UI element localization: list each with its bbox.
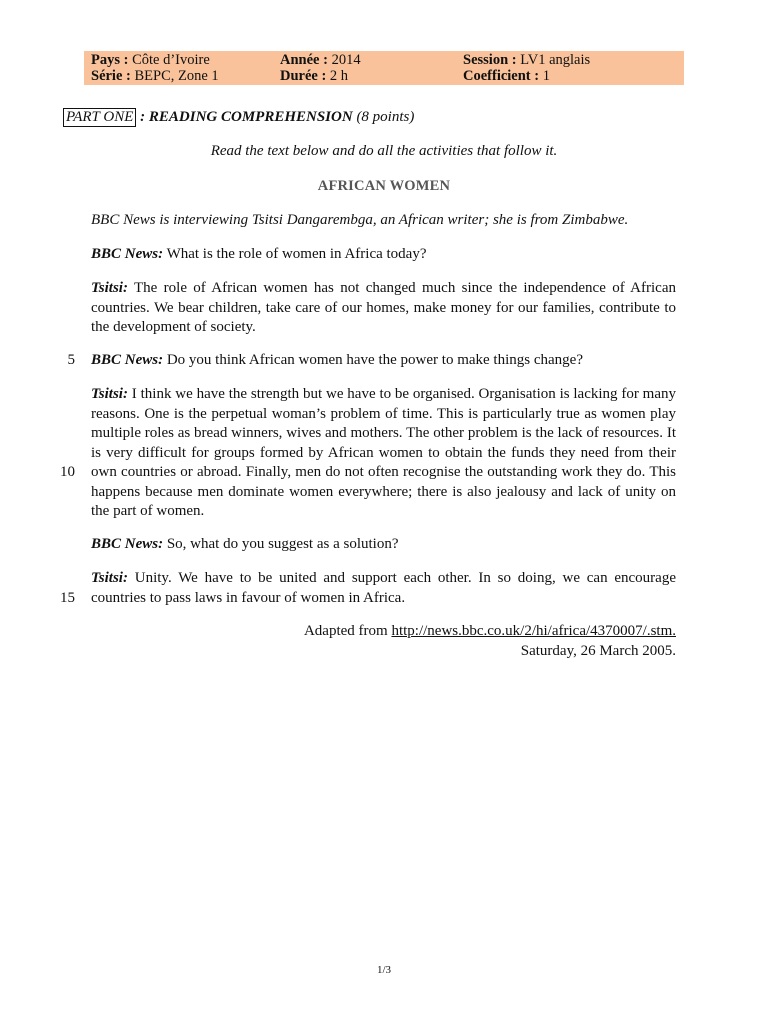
duree-label: Durée : bbox=[280, 68, 327, 84]
header-row-1 bbox=[84, 52, 684, 68]
speaker-label: Tsitsi: bbox=[91, 570, 128, 586]
source-line bbox=[304, 621, 676, 641]
source-date: Saturday, 26 March 2005. bbox=[520, 643, 676, 659]
intro-paragraph: BBC News is interviewing Tsitsi Dangarembga, an African writer; she is from Zimbabwe. bbox=[91, 212, 629, 228]
dialogue-paragraph bbox=[91, 569, 676, 608]
source-prefix: Adapted from bbox=[303, 623, 392, 639]
annee-field bbox=[280, 52, 361, 68]
coefficient-value: 1 bbox=[542, 68, 550, 84]
dialogue-text: The role of African women has not changed much since the independence of African countries. We bear children, take care of our homes, make money for our families, contribute to the development of society. bbox=[91, 280, 676, 335]
exam-header bbox=[84, 51, 684, 85]
dialogue-paragraph bbox=[91, 351, 676, 371]
speaker-label: BBC News: bbox=[91, 246, 164, 262]
dialogue-text: What is the role of women in Africa today? bbox=[163, 246, 427, 262]
instruction: Read the text below and do all the activities that follow it. bbox=[210, 143, 558, 159]
source-citation bbox=[304, 621, 676, 661]
serie-value: BEPC, Zone 1 bbox=[134, 68, 219, 84]
session-field bbox=[463, 52, 590, 68]
part-heading bbox=[63, 107, 414, 127]
session-label: Session : bbox=[463, 52, 517, 68]
duree-value: 2 h bbox=[329, 68, 349, 84]
source-link[interactable]: http://news.bbc.co.uk/2/hi/africa/4370007/.stm. bbox=[391, 623, 676, 639]
dialogue-paragraph bbox=[91, 535, 676, 555]
line-number: 10 bbox=[60, 464, 75, 480]
dialogue-paragraph bbox=[91, 245, 676, 265]
speaker-label: Tsitsi: bbox=[91, 280, 128, 296]
speaker-label: BBC News: bbox=[91, 352, 164, 368]
speaker-label: BBC News: bbox=[91, 536, 164, 552]
header-row-2 bbox=[84, 68, 684, 84]
dialogue-paragraph bbox=[91, 279, 676, 338]
part-title: : READING COMPREHENSION bbox=[140, 109, 353, 125]
dialogue-text: I think we have the strength but we have to be organised. Organisation is lacking for many reasons. One is the perpetual woman’s problem of time. This is particularly true as women play multiple roles as bread winners, wives and mothers. The other problem is the lack of resources. It is very difficult for groups formed by African women to obtain the funds they need from their own countries or abroad. Finally, men do not often recognise the outstanding work they do. This happens because men dominate women everywhere; there is also jealousy and lack of unity on the part of women. bbox=[91, 386, 676, 519]
pays-label: Pays : bbox=[91, 52, 129, 68]
coefficient-label: Coefficient : bbox=[463, 68, 540, 84]
dialogue-text: Do you think African women have the power to make things change? bbox=[163, 352, 583, 368]
annee-value: 2014 bbox=[331, 52, 361, 68]
session-value: LV1 anglais bbox=[520, 52, 591, 68]
speaker-label: Tsitsi: bbox=[91, 386, 128, 402]
part-points: (8 points) bbox=[356, 109, 415, 125]
page-number: 1/3 bbox=[376, 964, 392, 976]
serie-label: Série : bbox=[91, 68, 131, 84]
part-label: PART ONE bbox=[63, 108, 136, 127]
pays-field bbox=[91, 52, 210, 68]
line-number: 15 bbox=[60, 590, 75, 606]
dialogue-paragraph bbox=[91, 385, 676, 522]
duree-field bbox=[280, 68, 348, 84]
coefficient-field bbox=[463, 68, 550, 84]
dialogue-text: Unity. We have to be united and support each other. In so doing, we can encourage countries to pass laws in favour of women in Africa. bbox=[91, 570, 676, 606]
pays-value: Côte d’Ivoire bbox=[132, 52, 210, 68]
serie-field bbox=[91, 68, 219, 84]
line-number: 5 bbox=[67, 352, 75, 368]
annee-label: Année : bbox=[280, 52, 328, 68]
text-title: AFRICAN WOMEN bbox=[317, 178, 451, 194]
dialogue-text: So, what do you suggest as a solution? bbox=[163, 536, 399, 552]
